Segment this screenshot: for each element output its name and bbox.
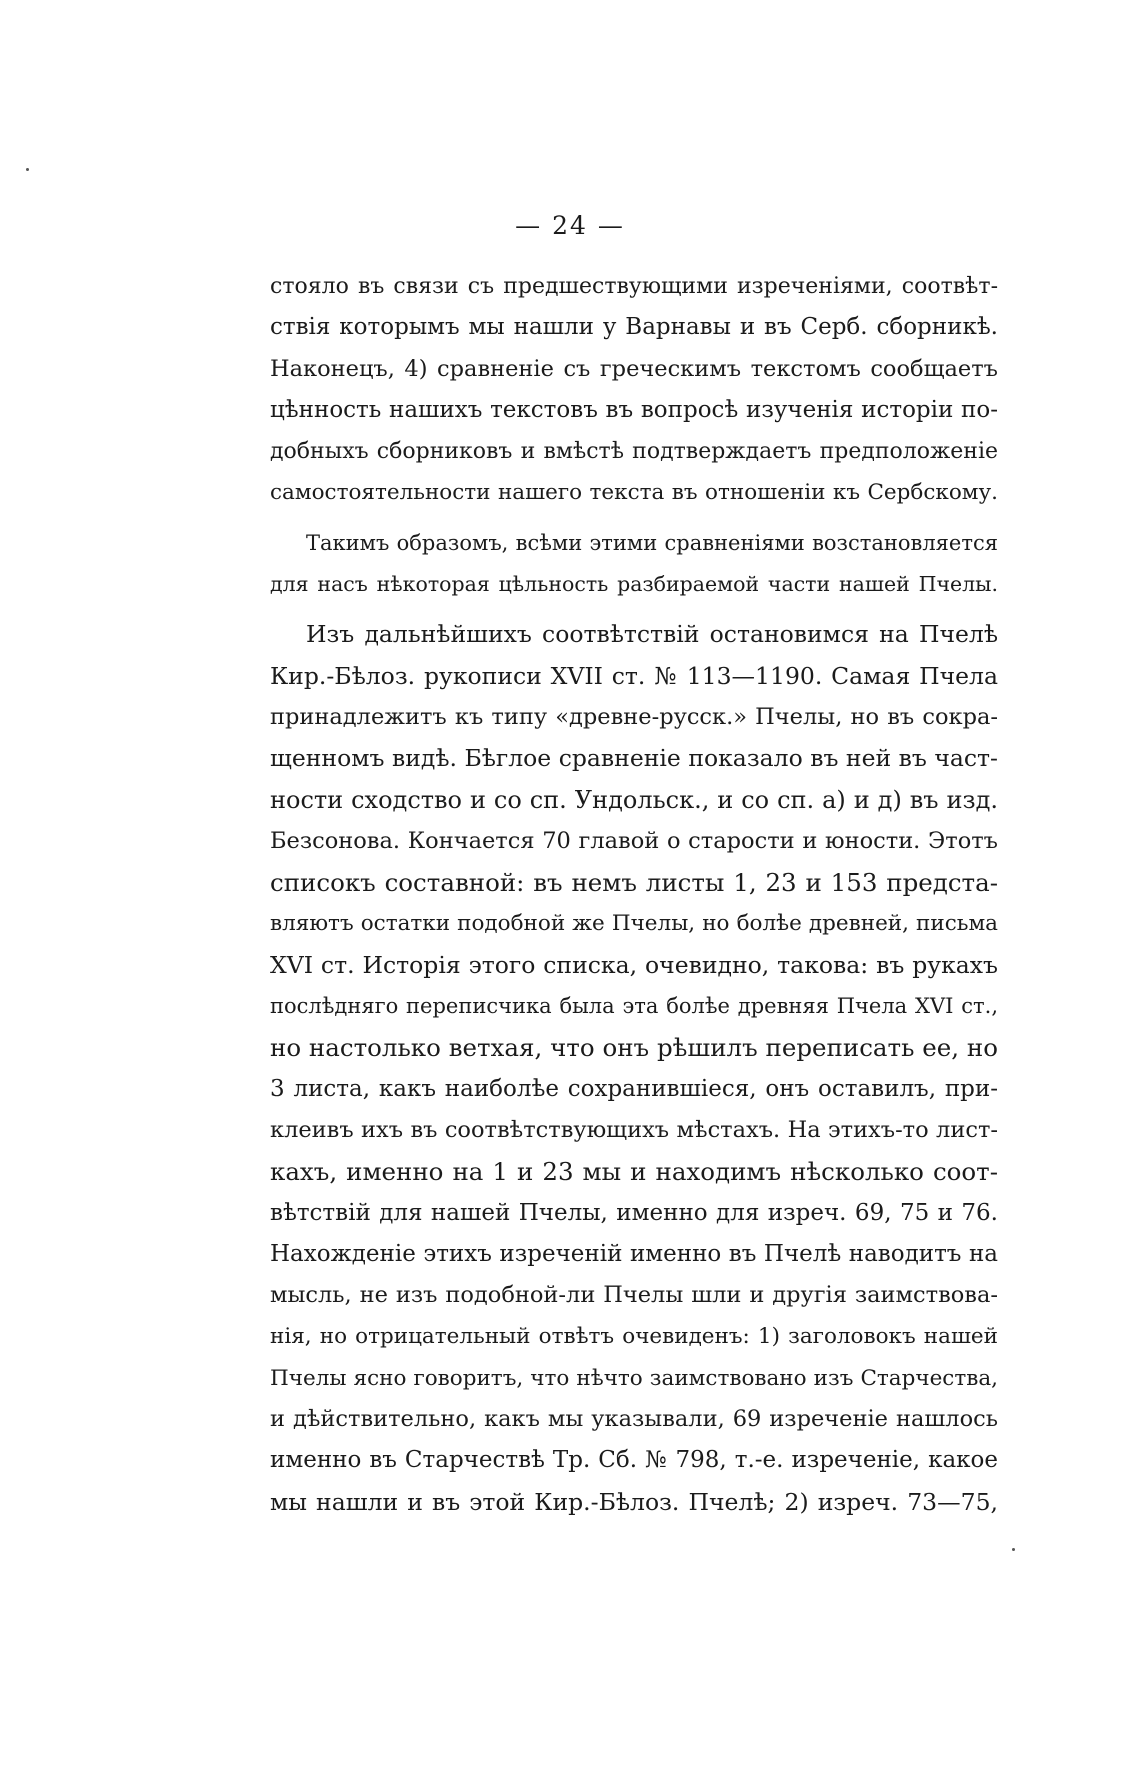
text-line: цѣнность нашихъ текстовъ въ вопросѣ изученія исторіи по-	[270, 396, 998, 423]
text-line: Нахожденіе этихъ изреченій именно въ Пчелѣ наводитъ на	[270, 1240, 998, 1267]
text-line: для насъ нѣкоторая цѣльность разбираемой части нашей Пчелы.	[270, 572, 998, 597]
text-line: щенномъ видѣ. Бѣглое сравненіе показало въ ней въ част-	[270, 744, 998, 773]
text-line: XVI ст. Исторія этого списка, очевидно, такова: въ рукахъ	[270, 950, 998, 979]
paragraph-3	[270, 614, 998, 1523]
text-line: Безсонова. Кончается 70 главой о старости и юности. Этотъ	[270, 827, 998, 854]
text-line: клеивъ ихъ въ соотвѣтствующихъ мѣстахъ. На этихъ-то лист-	[270, 1116, 998, 1143]
text-line: стояло въ связи съ предшествующими изреченіями, соотвѣт-	[270, 274, 998, 299]
text-line: Наконецъ, 4) сравненіе съ греческимъ текстомъ сообщаетъ	[270, 355, 998, 382]
text-line: списокъ составной: въ немъ листы 1, 23 и 153 предста-	[270, 868, 998, 898]
text-line: и дѣйствительно, какъ мы указывали, 69 изреченіе нашлось	[270, 1406, 998, 1433]
page-number: — 24 —	[515, 211, 625, 240]
text-line: самостоятельности нашего текста въ отношеніи къ Сербскому.	[270, 480, 998, 506]
text-line: нія, но отрицательный отвѣтъ очевиденъ: 1) заголовокъ нашей	[270, 1324, 998, 1350]
text-line: ствія которымъ мы нашли у Варнавы и въ Серб. сборникѣ.	[270, 314, 998, 341]
text-line: мысль, не изъ подобной-ли Пчелы шли и другія заимствова-	[270, 1282, 998, 1309]
scan-speck	[1012, 1548, 1015, 1551]
text-line: кахъ, именно на 1 и 23 мы и находимъ нѣсколько соот-	[270, 1157, 998, 1187]
text-line: Такимъ образомъ, всѣми этими сравненіями возстановляется	[306, 530, 998, 555]
text-line: мы нашли и въ этой Кир.-Бѣлоз. Пчелѣ; 2) изреч. 73—75,	[270, 1487, 998, 1516]
text-line: именно въ Старчествѣ Тр. Сб. № 798, т.-е. изреченіе, какое	[270, 1447, 998, 1474]
text-line: Кир.-Бѣлоз. рукописи XVII ст. № 113—1190. Самая Пчела	[270, 661, 998, 690]
text-line: ности сходство и со сп. Ундольск., и со сп. а) и д) въ изд.	[270, 785, 998, 814]
scan-speck	[26, 168, 29, 171]
text-line: Пчелы ясно говоритъ, что нѣчто заимствовано изъ Старчества,	[270, 1365, 998, 1391]
text-line: принадлежитъ къ типу «древне-русск.» Пчелы, но въ сокра-	[270, 703, 998, 730]
paragraph-1	[270, 266, 998, 514]
paragraph-2	[270, 523, 998, 606]
body-text	[270, 266, 998, 1523]
text-line: добныхъ сборниковъ и вмѣстѣ подтверждаетъ предположеніе	[270, 439, 998, 465]
text-line: вляютъ остатки подобной же Пчелы, но болѣе древней, письма	[270, 911, 998, 937]
text-line: 3 листа, какъ наиболѣе сохранившіеся, онъ оставилъ, при-	[270, 1075, 998, 1102]
text-line: вѣтствій для нашей Пчелы, именно для изреч. 69, 75 и 76.	[270, 1199, 998, 1226]
paragraph-gap	[270, 514, 998, 523]
paragraph-gap	[270, 605, 998, 614]
text-line: но настолько ветхая, что онъ рѣшилъ переписать ее, но	[270, 1033, 998, 1063]
text-line: Изъ дальнѣйшихъ соотвѣтствій остановимся на Пчелѣ	[306, 620, 998, 649]
text-line: послѣдняго переписчика была эта болѣе древняя Пчела XVI ст.,	[270, 994, 998, 1019]
